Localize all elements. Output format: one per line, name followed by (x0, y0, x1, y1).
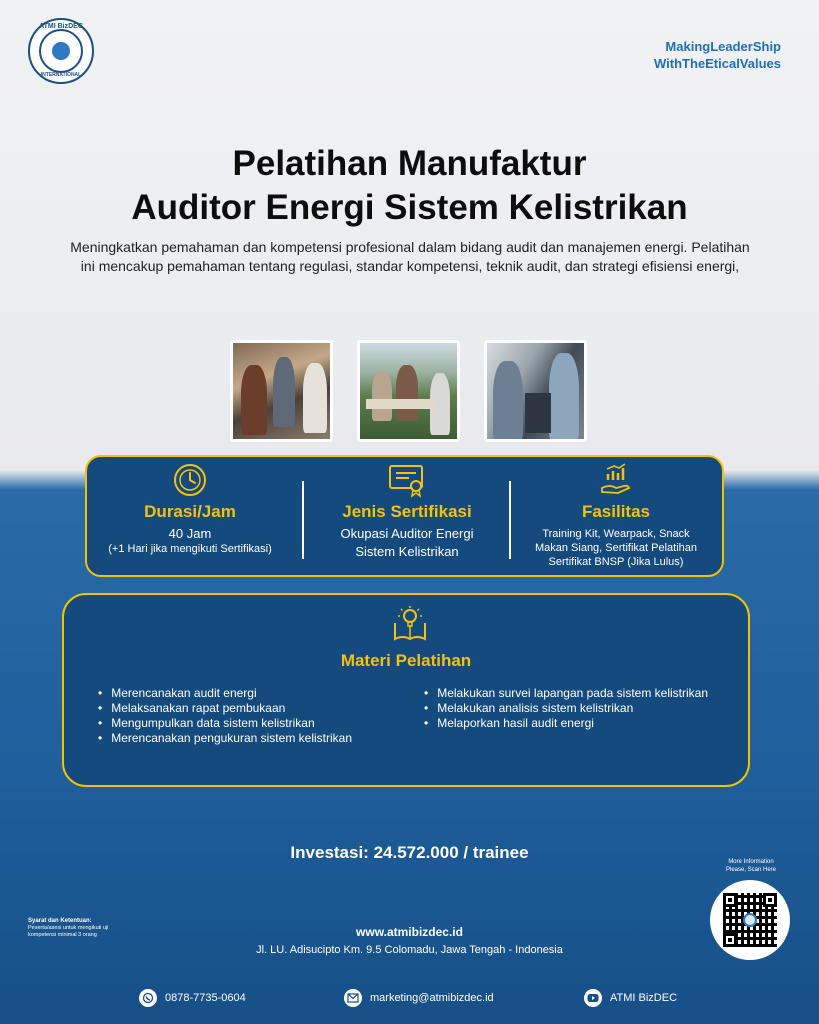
fasilitas-line-3: Sertifikat BNSP (Jika Lulus) (548, 556, 684, 568)
fasilitas-line-2: Makan Siang, Sertifikat Pelatihan (534, 542, 698, 554)
mail-icon (344, 989, 362, 1007)
contact-email[interactable] (344, 989, 494, 1007)
qr-code[interactable] (710, 880, 790, 960)
list-item: • Mengumpulkan data sistem kelistrikan (98, 716, 418, 731)
logo-top-text: ATMI BizDEC (39, 23, 83, 30)
investasi-price: Investasi: 24.572.000 / trainee (290, 843, 529, 862)
qr-label-line-2: Please, Scan Here (725, 867, 777, 873)
sertifikasi-line-2: Sistem Kelistrikan (355, 544, 459, 559)
logo-emblem-icon (39, 29, 83, 73)
materi-list-left (98, 686, 418, 746)
fasilitas-heading: Fasilitas (581, 502, 651, 521)
sertifikasi-section (312, 462, 502, 560)
list-item: • Merencanakan pengukuran sistem kelistrikan (98, 731, 418, 746)
website-link[interactable]: www.atmibizdec.id (356, 925, 463, 939)
tagline-line-1: MakingLeaderShip (665, 39, 781, 54)
list-item: • Melaporkan hasil audit energi (424, 716, 744, 731)
sertifikasi-line-1: Okupasi Auditor Energi (340, 526, 474, 541)
syarat-heading: Syarat dan Ketentuan: (28, 918, 92, 924)
fasilitas-line-1: Training Kit, Wearpack, Snack (542, 528, 690, 540)
durasi-note: (+1 Hari jika mengikuti Sertifikasi) (108, 543, 272, 555)
syarat-line-2: kompetensi minimal 3 orang (28, 932, 97, 938)
growth-hand-icon (598, 462, 634, 498)
logo-bottom-text: INTERNATIONAL (40, 72, 82, 78)
durasi-heading: Durasi/Jam (144, 502, 236, 521)
email-address: marketing@atmibizdec.id (370, 992, 494, 1004)
logo (28, 18, 94, 84)
clock-icon (172, 462, 208, 498)
youtube-channel: ATMI BizDEC (610, 992, 678, 1004)
contact-phone[interactable] (139, 989, 246, 1007)
list-item: • Merencanakan audit energi (98, 686, 418, 701)
address: Jl. LU. Adisucipto Km. 9.5 Colomadu, Jawa Tengah - Indonesia (256, 944, 563, 956)
syarat-line-1: Peserta/asesi untuk mengikuti uji (28, 925, 109, 931)
sertifikasi-heading: Jenis Sertifikasi (342, 502, 472, 521)
fasilitas-section (516, 462, 716, 569)
title-line-1: Pelatihan Manufaktur (232, 144, 587, 183)
tagline (654, 38, 781, 72)
phone-number: 0878-7735-0604 (165, 992, 246, 1004)
youtube-icon (584, 989, 602, 1007)
page-title (0, 142, 819, 230)
contact-youtube[interactable] (584, 989, 677, 1007)
training-photo-1 (230, 340, 333, 442)
list-item: • Melaksanakan rapat pembukaan (98, 701, 418, 716)
materi-heading: Materi Pelatihan (340, 651, 472, 670)
qr-code-icon (723, 893, 777, 947)
certificate-icon (387, 462, 427, 498)
list-item: • Melakukan survei lapangan pada sistem kelistrikan (424, 686, 744, 701)
durasi-value: 40 Jam (168, 526, 212, 541)
divider-2 (509, 481, 511, 559)
description: Meningkatkan pemahaman dan kompetensi profesional dalam bidang audit dan manajemen energi. Pelatihan ini mencakup pemahaman tentang regulasi, standar kompetensi, teknik audit, dan strategi efisiensi energi, (70, 239, 750, 274)
tagline-line-2: WithTheEticalValues (653, 56, 781, 71)
lightbulb-book-icon (391, 605, 429, 643)
list-item: • Melakukan analisis sistem kelistrikan (424, 701, 744, 716)
training-photo-2 (357, 340, 460, 442)
training-photo-3 (484, 340, 587, 442)
divider-1 (302, 481, 304, 559)
durasi-section (95, 462, 285, 556)
qr-label (706, 858, 796, 874)
title-line-2: Auditor Energi Sistem Kelistrikan (131, 188, 688, 227)
materi-list-right (424, 686, 744, 731)
qr-label-line-1: More Information (728, 859, 774, 865)
whatsapp-icon (139, 989, 157, 1007)
